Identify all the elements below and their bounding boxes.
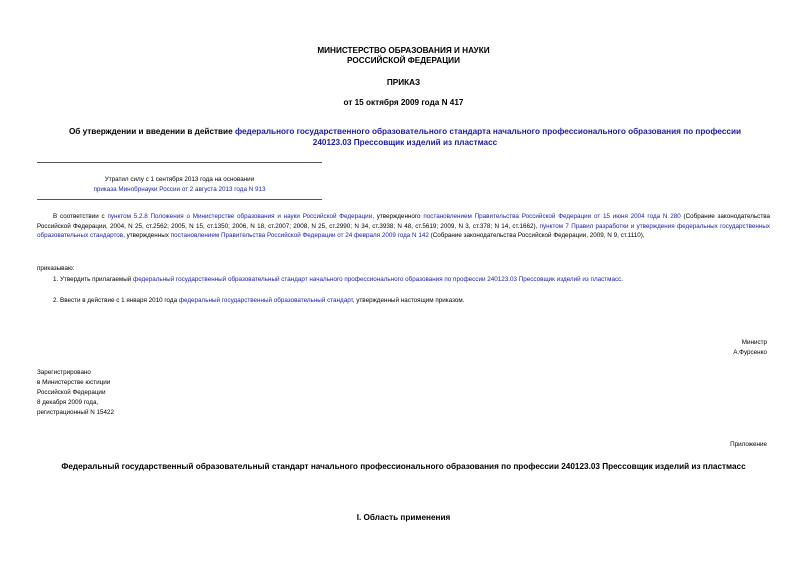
preamble-paragraph [37, 212, 770, 241]
divider-bottom [37, 199, 322, 200]
item2-text: 2. Ввести в действие с 1 января 2010 года [53, 297, 179, 304]
link-resolution-280[interactable]: постановлением Правительства Российской Федерации от 15 июня 2004 года N 280 [423, 213, 681, 220]
item2-standard-link[interactable]: федеральный государственный образовательный стандарт [178, 297, 353, 304]
signature-position: Министр [741, 339, 767, 346]
standard-title: Федеральный государственный образовательный стандарт начального профессионального образования по профессии 240123.03 Прессовщик изделий из пластмасс [61, 462, 746, 471]
registration-line-5: регистрационный N 15422 [37, 409, 115, 416]
ministry-line-1: МИНИСТЕРСТВО ОБРАЗОВАНИЯ И НАУКИ [317, 46, 490, 55]
preamble-text-2: , утвержденного [372, 213, 424, 220]
preamble-text-1: В соответствии с [53, 213, 108, 220]
preamble-text-5: (Собрание законодательства Российской Федерации, 2009, N 9, ст.1110), [428, 232, 645, 240]
doc-date: от 15 октября 2009 года N 417 [343, 98, 464, 107]
registration-line-3: Российской Федерации [37, 389, 106, 396]
order-item-2 [37, 296, 770, 306]
order-title [60, 126, 750, 148]
registration-block [37, 368, 114, 418]
validity-note [37, 175, 322, 195]
appendix-label: Приложение [730, 441, 767, 448]
divider-top [37, 162, 322, 163]
ministry-line-2: РОССИЙСКОЙ ФЕДЕРАЦИИ [347, 56, 460, 65]
item2-end: , утвержденный настоящим приказом. [352, 297, 465, 304]
section-1-title: I. Область применения [356, 513, 451, 522]
preamble-text-3: (Собрание законодательства Российской Федерации, 2004, N 25, ст.2562; 2005, N 15, ст.1350; 2006, N 18, ст.2007; 2008, N 25, ст.2990; N 34, ст.3938; N 48, ст.5619; 2009, N 3, ст.378; N 14, ст.1662), [37, 213, 770, 230]
order-title-prefix: Об утверждении и введении в действие [68, 127, 235, 136]
signature-block [733, 338, 767, 358]
item1-standard-link[interactable]: федеральный государственный образовательный стандарт начального профессионального образования по профессии 240123.03 Прессовщик изделий из пластмасс [133, 276, 622, 283]
validity-note-text: Утратил силу с 1 сентября 2013 года на основании [104, 176, 255, 183]
signature-name: А.Фурсенко [733, 349, 767, 356]
registration-line-1: Зарегистрировано [37, 369, 91, 376]
order-word: приказываю: [37, 265, 75, 272]
doc-type: ПРИКАЗ [386, 78, 421, 87]
ministry-name [0, 46, 807, 66]
item1-end: . [621, 276, 624, 283]
registration-line-2: в Министерстве юстиции [37, 379, 111, 386]
link-rules-point-7[interactable]: пунктом 7 Правил разработки и утверждения федеральных государственных образовательных стандартов [37, 222, 770, 240]
registration-line-4: 8 декабря 2009 года, [37, 399, 99, 406]
preamble-text-4: , утвержденных [123, 232, 171, 240]
order-item-1 [37, 275, 770, 285]
link-resolution-142[interactable]: постановлением Правительства Российской Федерации от 24 февраля 2009 года N 142 [170, 232, 429, 240]
item1-text: 1. Утвердить прилагаемый [53, 276, 134, 283]
validity-note-link[interactable]: приказа Минобрнауки России от 2 августа 2013 года N 913 [93, 186, 266, 193]
order-title-link[interactable]: федерального государственного образовательного стандарта начального профессионального образования по профессии 240123.03 Прессовщик изделий из пластмасс [234, 127, 742, 147]
link-regulation-5-2-8[interactable]: пунктом 5.2.8 Положения о Министерстве образования и науки Российской Федерации [107, 213, 373, 220]
